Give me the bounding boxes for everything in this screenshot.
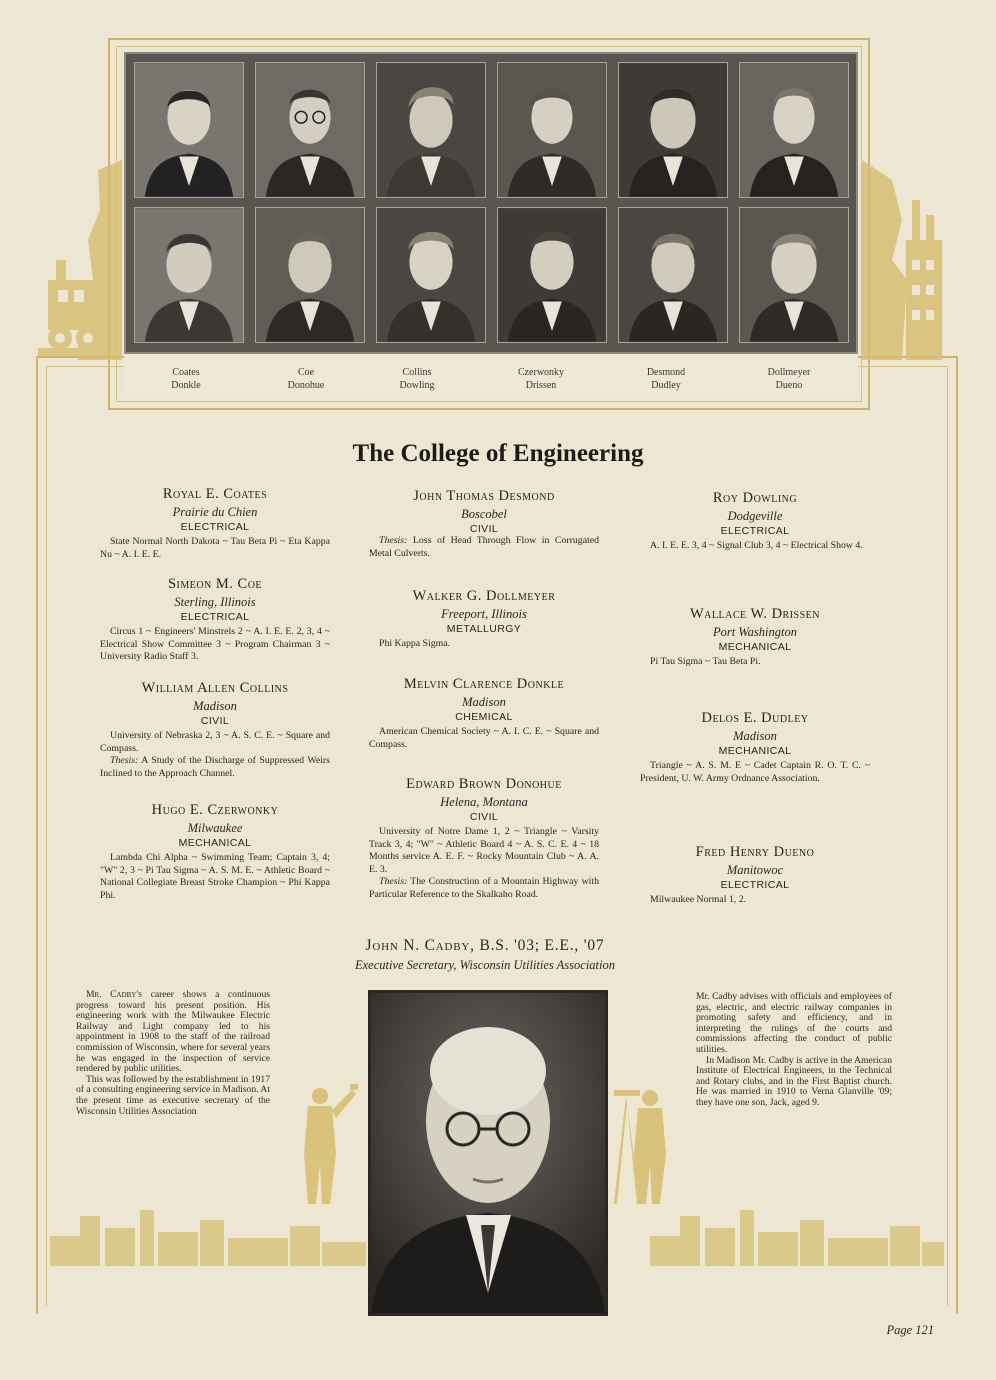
entry-czerwonky [100,802,330,902]
caption-bottom: Donkle [171,380,201,391]
student-course: METALLURGY [446,623,522,635]
caption-top: Collins [402,367,432,378]
student-name: Wallace W. Drissen [689,606,821,622]
portrait-drissen [497,207,607,343]
caption-bottom: Drissen [525,380,557,391]
student-activities: Phi Kappa Sigma. [379,638,451,649]
caption-col-2 [246,366,366,392]
student-name: Hugo E. Czerwonky [151,802,279,818]
entry-drissen [640,606,870,669]
thesis-text: A Study of the Discharge of Suppressed Weirs Inclined to the Approach Channel. [100,755,330,779]
student-name: Simeon M. Coe [167,576,263,592]
student-course: ELECTRICAL [180,521,250,533]
student-course: ELECTRICAL [720,525,790,537]
feature-name: John N. Cadby, B.S. '03; E.E., '07 [365,937,605,954]
entry-donkle [369,676,599,751]
student-activities: Milwaukee Normal 1, 2. [650,894,747,905]
caption-col-1 [126,366,246,392]
portrait-coates [134,62,244,198]
thesis-label: Thesis: [379,876,408,887]
student-activities: Triangle ~ A. S. M. E ~ Cadet Captain R. O. T. C. ~ President, U. W. Army Ordnance Association. [640,760,870,784]
entry-coe [100,576,330,664]
caption-top: Dollmeyer [767,367,811,378]
caption-top: Czerwonky [517,367,565,378]
student-thesis [100,755,330,780]
entry-collins [100,680,330,780]
student-name: Royal E. Coates [162,486,268,502]
student-name: Fred Henry Dueno [695,844,815,860]
student-name: Roy Dowling [712,490,798,506]
portrait-captions [124,354,858,394]
student-hometown: Freeport, Illinois [441,607,527,621]
bio-lead: Mr. Cadby's [86,989,143,1000]
caption-col-3 [357,366,477,392]
caption-bottom: Dudley [651,380,681,391]
surveyor-figure-right [604,1084,700,1204]
student-hometown: Madison [462,695,506,709]
student-activities: University of Notre Dame 1, 2 ~ Triangle ~ Varsity Track 3, 4; "W" ~ Athletic Board 4 ~ A. S. C. E. 4 ~ 18 Months service A. E. F. ~ Rocky Mountain Club ~ A. A. E. 3. [369,826,599,875]
portrait-desmond [618,62,728,198]
student-activities: Pi Tau Sigma ~ Tau Beta Pi. [650,656,761,667]
page-title: The College of Engineering [352,440,644,467]
student-name: Melvin Clarence Donkle [403,676,565,692]
caption-col-4 [481,366,601,392]
student-activities: Lambda Chi Alpha ~ Swimming Team; Captain 3, 4; "W" 2, 3 ~ Pi Tau Sigma ~ A. S. M. E. ~ Athletic Board ~ National Collegiate Breast Stroke Champion ~ Phi Kappa Phi. [100,852,330,901]
student-name: John Thomas Desmond [413,488,555,504]
portrait-coe [255,62,365,198]
locomotive-illustration [38,160,122,360]
caption-bottom: Donohue [287,380,325,391]
caption-top: Coates [172,367,200,378]
student-activities: A. I. E. E. 3, 4 ~ Signal Club 3, 4 ~ Electrical Show 4. [650,540,863,551]
portrait-dowling [376,207,486,343]
feature-portrait [368,990,608,1316]
student-hometown: Prairie du Chien [172,505,258,519]
student-hometown: Helena, Montana [440,795,528,809]
portrait-donohue [255,207,365,343]
feature-bio-left [76,990,270,1117]
entry-dudley [640,710,870,785]
page-number: Page 121 [886,1323,934,1337]
student-hometown: Dodgeville [727,509,783,523]
student-course: CIVIL [469,811,499,823]
senior-portrait-grid [124,52,858,354]
thesis-label: Thesis: [110,755,139,766]
caption-bottom: Dowling [399,380,435,391]
student-course: CIVIL [469,523,499,535]
entry-donohue [369,776,599,901]
student-course: CIVIL [200,715,230,727]
feature-bio-right [696,992,892,1109]
entry-coates [100,486,330,561]
thesis-text: Loss of Head Through Flow in Corrugated Metal Culverts. [369,535,600,559]
portrait-collins [376,62,486,198]
student-thesis [369,876,599,901]
student-course: ELECTRICAL [720,879,790,891]
student-activities: University of Nebraska 2, 3 ~ A. S. C. E. ~ Square and Compass. [100,730,330,754]
student-hometown: Manitowoc [726,863,784,877]
feature-title: Executive Secretary, Wisconsin Utilities Association [354,958,616,972]
student-name: Edward Brown Donohue [406,776,562,792]
caption-col-6 [729,366,849,392]
bio-text: career shows a continuous progress toward his present position. His engineering work with the Milwaukee Electric Railway and Light company led to his appointment in 1908 to the staff of the railroad commission of Wisconsin, where for several years he was engaged in the inspection of service rendered by public utilities. [76,989,271,1075]
student-course: CHEMICAL [455,711,513,723]
student-activities: American Chemical Society ~ A. I. C. E. ~ Square and Compass. [369,726,599,750]
student-thesis [369,535,599,560]
bio-paragraph: In Madison Mr. Cadby is active in the American Institute of Electrical Engineers, in the Technical and Rotary clubs, and in the First Baptist church. He was married in 1910 to Verna Glanville '09; they have one son, Jack, aged 9. [696,1054,892,1108]
student-activities: State Normal North Dakota ~ Tau Beta Pi ~ Eta Kappa Nu ~ A. I. E. E. [100,536,330,560]
student-activities: Circus 1 ~ Engineers' Minstrels 2 ~ A. I. E. E. 2, 3, 4 ~ Electrical Show Committee 3 ~ Program Chairman 3 ~ University Radio Staff 3. [100,626,330,662]
thesis-label: Thesis: [379,535,408,546]
portrait-dudley [618,207,728,343]
caption-bottom: Dueno [775,380,803,391]
student-hometown: Madison [193,699,237,713]
portrait-dueno [739,207,849,343]
student-name: Delos E. Dudley [701,710,809,726]
entry-dowling [640,490,870,553]
student-name: William Allen Collins [141,680,289,696]
student-hometown: Port Washington [713,625,797,639]
student-course: ELECTRICAL [180,611,250,623]
caption-top: Coe [297,367,315,378]
caption-top: Desmond [646,367,686,378]
entry-dollmeyer [369,588,599,651]
entry-desmond [369,488,599,560]
student-name: Walker G. Dollmeyer [412,588,556,604]
bio-paragraph: Mr. Cadby advises with officials and employees of gas, electric, and electric railway companies in promoting safety and efficiency, and in interpreting the rulings of the courts and commissions affecting the conduct of public utilities. [696,991,892,1055]
surveyor-figure-left [286,1084,362,1204]
student-course: MECHANICAL [718,745,792,757]
student-course: MECHANICAL [178,837,252,849]
student-hometown: Milwaukee [187,821,243,835]
student-hometown: Boscobel [461,507,507,521]
portrait-czerwonky [497,62,607,198]
student-course: MECHANICAL [718,641,792,653]
portrait-donkle [134,207,244,343]
bio-paragraph [76,990,270,1075]
entry-dueno [640,844,870,907]
portrait-dollmeyer [739,62,849,198]
caption-col-5 [606,366,726,392]
student-hometown: Sterling, Illinois [174,595,256,609]
industrial-illustration [862,160,962,360]
bio-paragraph: This was followed by the establishment in 1917 of a consulting engineering service in Madison. At the present time as executive secretary of the Wisconsin Utilities Association [76,1073,270,1117]
thesis-text: The Construction of a Mountain Highway with Particular Reference to the Skalkaho Road. [369,876,599,900]
student-hometown: Madison [733,729,777,743]
